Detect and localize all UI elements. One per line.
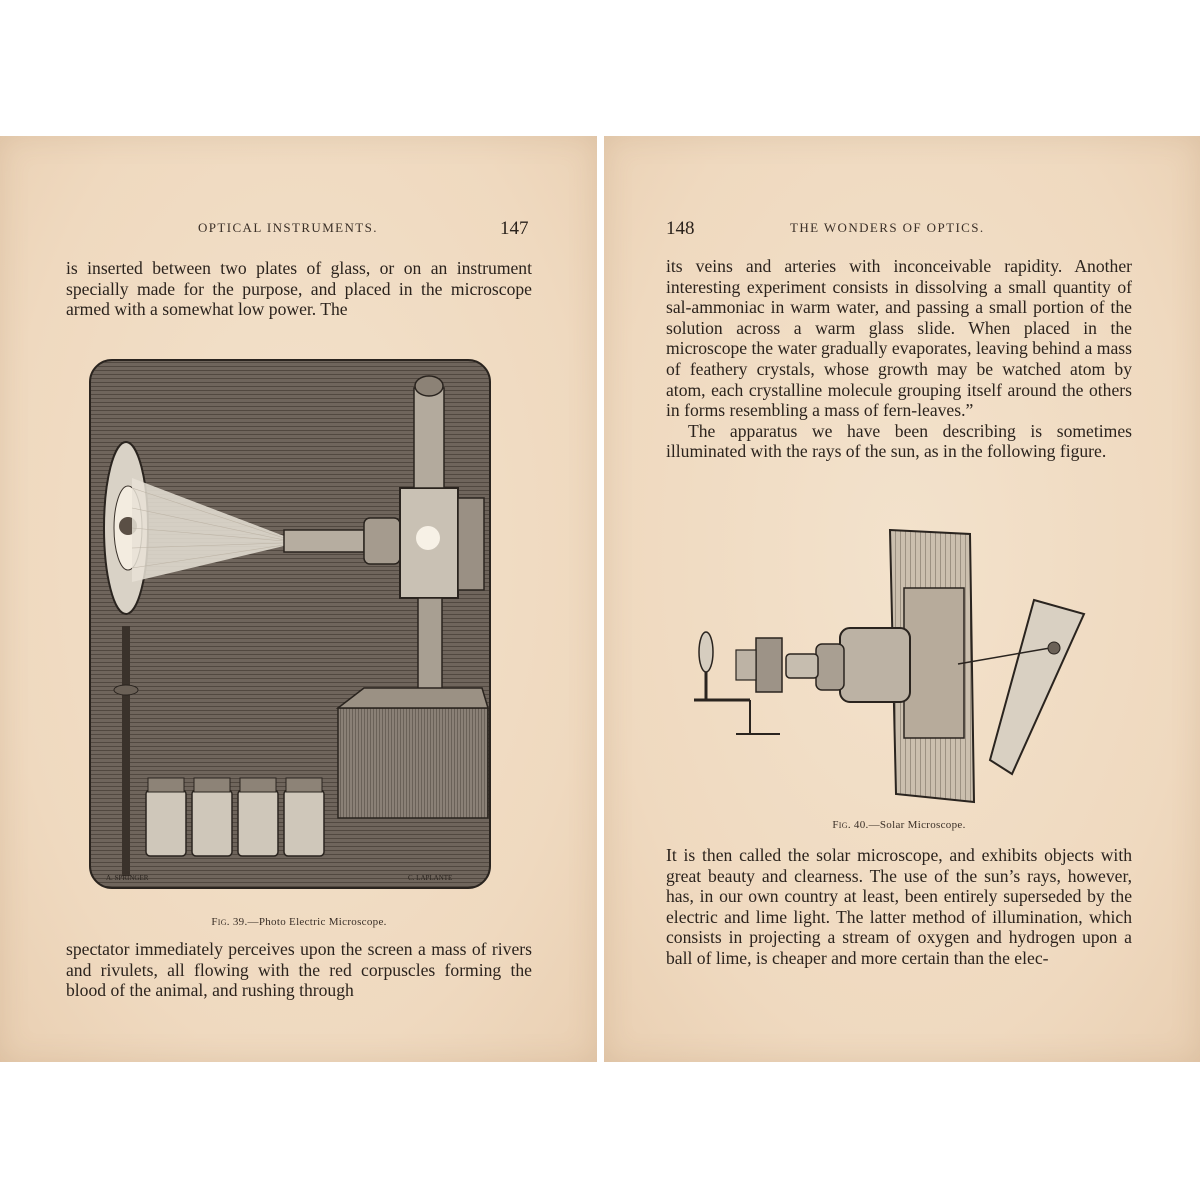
- right-paragraph-2: The apparatus we have been describing is sometimes illuminated with the rays of the sun, as in the following figure.: [666, 420, 1132, 462]
- figure-40-illustration: [690, 524, 1090, 814]
- figure-39-illustration: [88, 358, 492, 890]
- left-bottom-paragraph: [66, 939, 532, 1001]
- engraver-signature-left: A. SPRINGER: [106, 874, 149, 882]
- right-page: [604, 136, 1200, 1062]
- engraver-signature-right: C. LAPLANTE: [408, 874, 453, 882]
- figure-39-title: —Photo Electric Microscope.: [247, 916, 387, 928]
- page-number-right: 148: [666, 218, 695, 239]
- right-bottom-paragraph: [666, 845, 1132, 969]
- left-bottom-text: spectator immediately perceives upon the screen a mass of rivers and rivulets, all flowing with the red corpuscles forming the blood of the animal, and rushing through: [66, 939, 532, 1001]
- figure-39-caption: [66, 916, 532, 928]
- figure-40-title: —Solar Microscope.: [868, 819, 966, 831]
- page-number-left: 147: [500, 218, 529, 239]
- right-paragraph-1: its veins and arteries with inconceivable rapidity. Another interesting experiment consists in dissolving a small quantity of sal-ammoniac in warm water, and passing a small portion of the solution across a warm glass slide. When placed in the microscope the water gradually evaporates, leaving behind a mass of feathery crystals, whose growth may be watched atom by atom, each crystalline molecule grouping itself around the others in forms resembling a mass of fern-leaves.”: [666, 256, 1132, 421]
- running-head-left: OPTICAL INSTRUMENTS.: [198, 220, 378, 235]
- running-head-right: THE WONDERS OF OPTICS.: [790, 220, 985, 235]
- right-paragraph-3: It is then called the solar microscope, and exhibits objects with great beauty and clearness. The use of the sun’s rays, however, has, in our own country at least, been entirely superseded by the electric and lime light. The latter method of illumination, which consists in projecting a stream of oxygen and hydrogen upon a ball of lime, is cheaper and more certain than the elec-: [666, 845, 1132, 968]
- left-top-paragraph: [66, 258, 532, 320]
- left-page: [0, 136, 597, 1062]
- figure-39-label: Fig. 39.: [211, 916, 248, 928]
- left-top-text: is inserted between two plates of glass, or on an instrument specially made for the purpose, and placed in the microscope armed with a somewhat low power. The: [66, 258, 532, 320]
- figure-40-label: Fig. 40.: [832, 819, 869, 831]
- figure-40-caption: [666, 819, 1132, 831]
- right-top-text-block: [666, 256, 1132, 462]
